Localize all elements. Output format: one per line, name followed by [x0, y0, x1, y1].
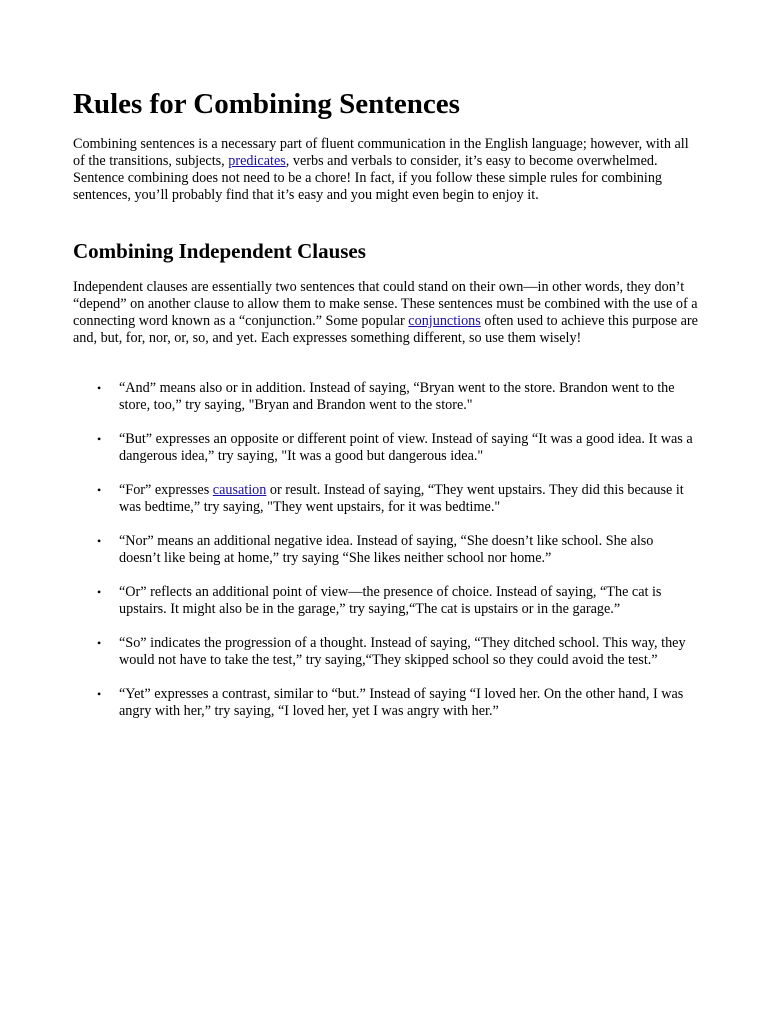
bullet-icon: •: [97, 432, 102, 446]
predicates-link[interactable]: predicates: [228, 153, 286, 169]
rule-text-end: or result. Instead of saying, “They went upstairs. They did this because it was bedtime,” try saying, "They went upstairs, for it was bedtime.": [119, 482, 684, 515]
intro-text-start: Combining sentences is a necessary part of fluent communication in the English language; however, with all of the transitions, subjects,: [73, 136, 689, 169]
bullet-icon: •: [97, 585, 102, 599]
intro-paragraph: [73, 136, 698, 204]
rule-but: [73, 431, 698, 465]
bullet-icon: •: [97, 636, 102, 650]
causation-link[interactable]: causation: [212, 482, 267, 498]
rule-text: “And” means also or in addition. Instead of saying, “Bryan went to the store. Brandon went to the store, too,” try saying, "Bryan and Brandon went to the store.": [119, 380, 675, 413]
rule-text: “Or” reflects an additional point of view—the presence of choice. Instead of saying, “The cat is upstairs. It might also be in the garage,” try saying,“The cat is upstairs or in the garage.”: [119, 584, 662, 617]
rule-so: [73, 635, 698, 669]
section-intro-paragraph: [73, 279, 698, 347]
section-intro-text-start: Independent clauses are essentially two sentences that could stand on their own—in other words, they don’t “depend” on another clause to allow them to make sense. These sentences must be combined with the use of a connecting word known as a “conjunction.” Some popular: [73, 279, 698, 329]
rule-text: “Nor” means an additional negative idea. Instead of saying, “She doesn’t like school. She also doesn’t like being at home,” try saying “She likes neither school nor home.”: [119, 533, 654, 566]
bullet-icon: •: [97, 381, 102, 395]
section-intro-text-end: often used to achieve this purpose are and, but, for, nor, or, so, and yet. Each expresses something different, so use them wisely!: [73, 313, 698, 346]
rule-text: “Yet” expresses a contrast, similar to “but.” Instead of saying “I loved her. On the other hand, I was angry with her,” try saying, “I loved her, yet I was angry with her.”: [119, 686, 684, 719]
bullet-icon: •: [97, 687, 102, 701]
intro-text-end: , verbs and verbals to consider, it’s easy to become overwhelmed. Sentence combining does not need to be a chore! In fact, if you follow these simple rules for combining sentences, you’ll probably find that it’s easy and you might even begin to enjoy it.: [73, 153, 663, 203]
rule-or: [73, 584, 698, 618]
page-title: Rules for Combining Sentences: [73, 88, 460, 120]
section-heading: Combining Independent Clauses: [73, 239, 366, 263]
rule-nor: [73, 533, 698, 567]
rule-for: [73, 482, 698, 516]
bullet-icon: •: [97, 483, 102, 497]
rule-text: “So” indicates the progression of a thought. Instead of saying, “They ditched school. This way, they would not have to take the test,” try saying,“They skipped school so they could avoid the test.”: [119, 635, 686, 668]
bullet-icon: •: [97, 534, 102, 548]
rule-text-start: “For” expresses: [119, 482, 213, 498]
rule-yet: [73, 686, 698, 720]
rules-list: [73, 380, 698, 737]
rule-and: [73, 380, 698, 414]
rule-text: “But” expresses an opposite or different point of view. Instead of saying “It was a good idea. It was a dangerous idea,” try saying, "It was a good but dangerous idea.": [119, 431, 693, 464]
conjunctions-link[interactable]: conjunctions: [408, 313, 481, 329]
